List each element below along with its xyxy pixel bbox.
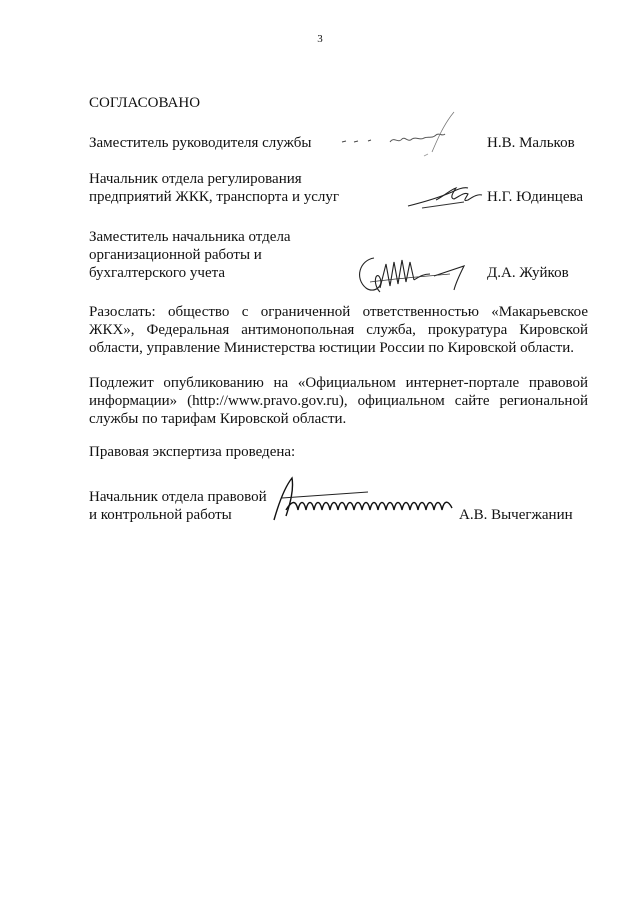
signatory-position xyxy=(89,170,349,206)
position-line: предприятий ЖКК, транспорта и услуг xyxy=(89,189,340,205)
legal-review-statement: Правовая экспертиза проведена: xyxy=(89,444,296,460)
distribution-paragraph: Разослать: общество с ограниченной ответственностью «Макарьевское ЖКХ», Федеральная антимонопольная служба, прокуратура Кировской области, управление Министерства юстиции России по Кировской области. xyxy=(89,304,588,356)
publication-paragraph: Подлежит опубликованию на «Официальном интернет-портале правовой информации» (http://www.pravo.gov.ru), официальном сайте региональной службы по тарифам Кировской области. xyxy=(89,375,588,427)
signatory-position xyxy=(89,488,349,524)
signatory-name: А.В. Вычегжанин xyxy=(459,507,573,523)
signatory-position xyxy=(89,228,349,282)
signatory-name: Д.А. Жуйков xyxy=(487,265,569,281)
signatory-block-2 xyxy=(89,146,589,206)
signatory-block-1 xyxy=(89,92,589,152)
approval-heading: СОГЛАСОВАНО xyxy=(89,95,201,111)
page-number: 3 xyxy=(317,33,323,45)
signatory-name: Н.Г. Юдинцева xyxy=(487,189,584,205)
signatory-block-3 xyxy=(89,222,589,282)
position-line: Начальник отдела регулирования xyxy=(89,171,302,187)
position-line: бухгалтерского учета xyxy=(89,265,226,281)
position-line: организационной работы и xyxy=(89,247,262,263)
position-line: Заместитель начальника отдела xyxy=(89,229,291,245)
position-line: и контрольной работы xyxy=(89,507,232,523)
signatory-name: Н.В. Мальков xyxy=(487,135,575,151)
position-line: Начальник отдела правовой xyxy=(89,489,267,505)
position-line: Заместитель руководителя службы xyxy=(89,135,312,151)
legal-review-signatory xyxy=(89,464,589,524)
